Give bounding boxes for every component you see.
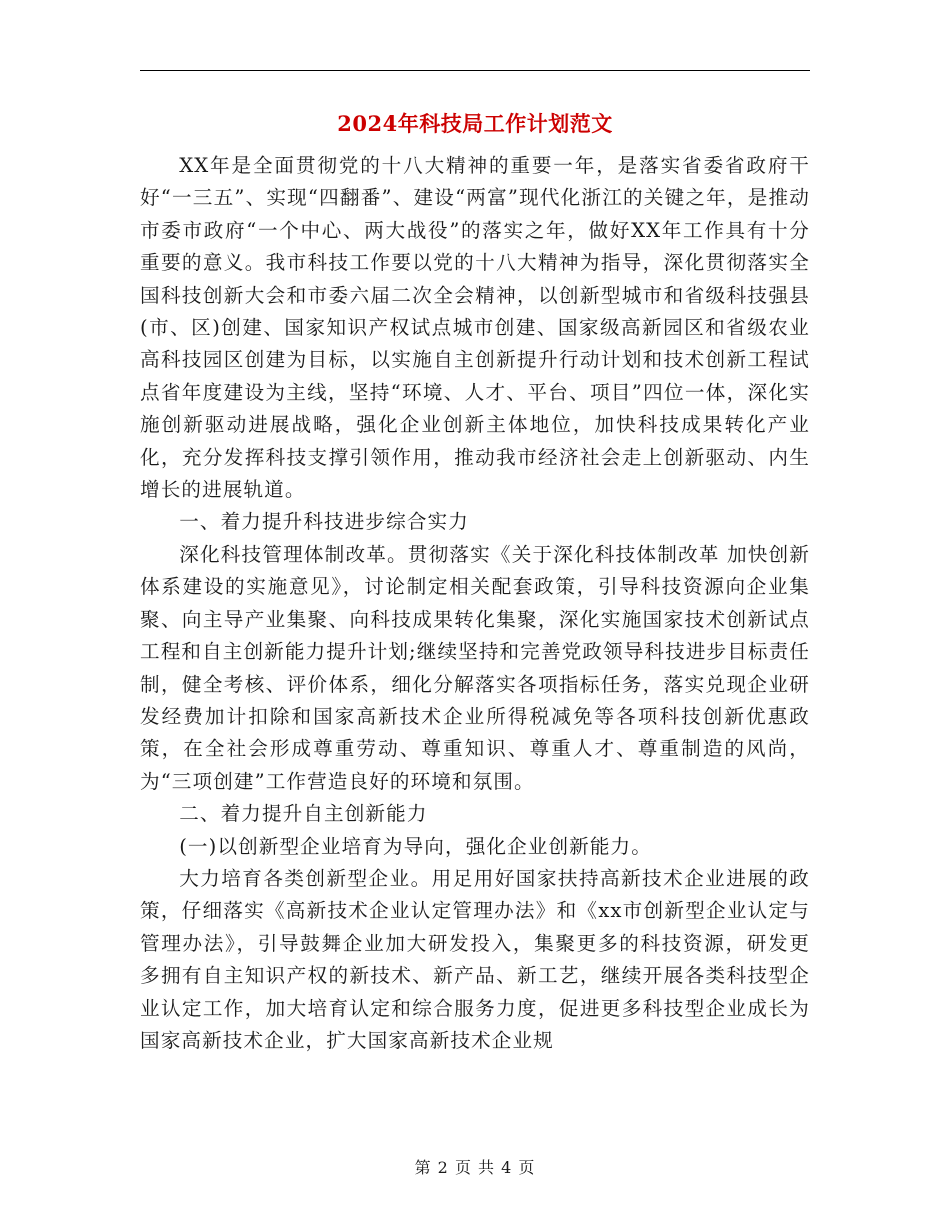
document-title: 2024年科技局工作计划范文	[337, 111, 613, 136]
paragraph-enterprises: 大力培育各类创新型企业。用足用好国家扶持高新技术企业进展的政策，仔细落实《高新技术企业认定管理办法》和《xx市创新型企业认定与管理办法》，引导鼓舞企业加大研发投入，集聚更多的科技资源，研发更多拥有自主知识产权的新技术、新产品、新工艺，继续开展各类科技型企业认定工作，加大培育认定和综合服务力度，促进更多科技型企业成长为国家高新技术企业，扩大国家高新技术企业规	[140, 866, 810, 1052]
paragraph-intro: XX年是全面贯彻党的十八大精神的重要一年，是落实省委省政府干好“一三五”、实现“四翻番”、建设“两富”现代化浙江的关键之年，是推动市委市政府“一个中心、两大战役”的落实之年，做好XX年工作具有十分重要的意义。我市科技工作要以党的十八大精神为指导，深化贯彻落实全国科技创新大会和市委六届二次全会精神，以创新型城市和省级科技强县(市、区)创建、国家知识产权试点城市创建、国家级高新园区和省级农业高科技园区创建为目标，以实施自主创新提升行动计划和技术创新工程试点省年度建设为主线，坚持“环境、人才、平台、项目”四位一体，深化实施创新驱动进展战略，强化企业创新主体地位，加快科技成果转化产业化，充分发挥科技支撑引领作用，推动我市经济社会走上创新驱动、内生增长的进展轨道。	[140, 154, 810, 502]
section-heading-1: 一、着力提升科技进步综合实力	[179, 510, 469, 534]
paragraph-reform: 深化科技管理体制改革。贯彻落实《关于深化科技体制改革 加快创新体系建设的实施意见》，讨论制定相关配套政策，引导科技资源向企业集聚、向主导产业集聚、向科技成果转化集聚，深化实施国家技术创新试点工程和自主创新能力提升计划;继续坚持和完善党政领导科技进步目标责任制，健全考核、评价体系，细化分解落实各项指标任务，落实兑现企业研发经费加计扣除和国家高新技术企业所得税减免等各项科技创新优惠政策，在全社会形成尊重劳动、尊重知识、尊重人才、尊重制造的风尚，为“三项创建”工作营造良好的环境和氛围。	[140, 542, 810, 793]
section-heading-2: 二、着力提升自主创新能力	[179, 802, 428, 826]
header-rule	[140, 70, 810, 71]
document-body	[140, 150, 810, 1057]
page-footer: 第 2 页 共 4 页	[414, 1158, 536, 1177]
subsection-heading-1: (一)以创新型企业培育为导向，强化企业创新能力。	[179, 834, 652, 858]
